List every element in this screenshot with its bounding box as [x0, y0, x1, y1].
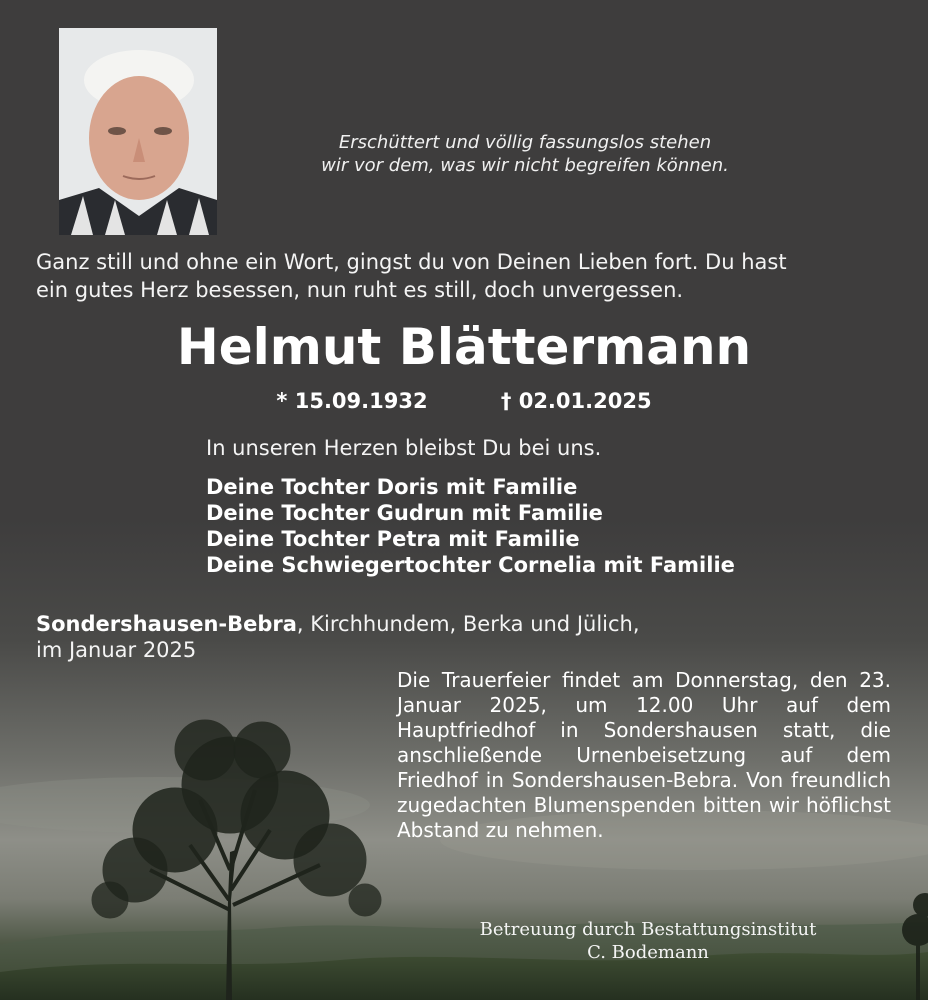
closing-line: In unseren Herzen bleibst Du bei uns.: [206, 436, 602, 460]
place-main: Sondershausen-Bebra: [36, 612, 297, 636]
family-list: [206, 474, 735, 578]
family-member: Deine Tochter Petra mit Familie: [206, 527, 580, 551]
poem-line: ein gutes Herz besessen, nun ruht es still, doch unvergessen.: [36, 278, 684, 302]
portrait-photo: [59, 28, 217, 235]
place-and-date: [36, 611, 640, 663]
birth-date: * 15.09.1932: [276, 389, 428, 413]
family-member: Deine Tochter Doris mit Familie: [206, 475, 578, 499]
poem-line: Ganz still und ohne ein Wort, gingst du von Deinen Lieben fort. Du hast: [36, 250, 787, 274]
notice-date: im Januar 2025: [36, 638, 197, 662]
quote-line: wir vor dem, was wir nicht begreifen können.: [321, 155, 729, 176]
deceased-name: Helmut Blättermann: [176, 318, 752, 376]
place-rest: , Kirchhundem, Berka und Jülich,: [296, 612, 640, 636]
undertaker-name: C. Bodemann: [587, 942, 709, 963]
quote-line: Erschüttert und völlig fassungslos stehen: [338, 132, 712, 153]
opening-quote: [270, 131, 780, 177]
poem: [36, 248, 906, 304]
family-member: Deine Tochter Gudrun mit Familie: [206, 501, 603, 525]
family-member: Deine Schwiegertochter Cornelia mit Familie: [206, 553, 735, 577]
death-date: † 02.01.2025: [500, 389, 652, 413]
undertaker-line: Betreuung durch Bestattungsinstitut: [479, 919, 817, 940]
funeral-service-info: Die Trauerfeier findet am Donnerstag, den 23. Januar 2025, um 12.00 Uhr auf dem Hauptfriedhof in Sondershausen statt, die anschließende Urnenbeisetzung auf dem Friedhof in Sondershausen-Bebra. Von freundlich zugedachten Blumenspenden bitten wir höflichst Abstand zu nehmen.: [397, 668, 891, 842]
life-dates: [0, 387, 928, 415]
undertaker-credit: [420, 918, 876, 964]
